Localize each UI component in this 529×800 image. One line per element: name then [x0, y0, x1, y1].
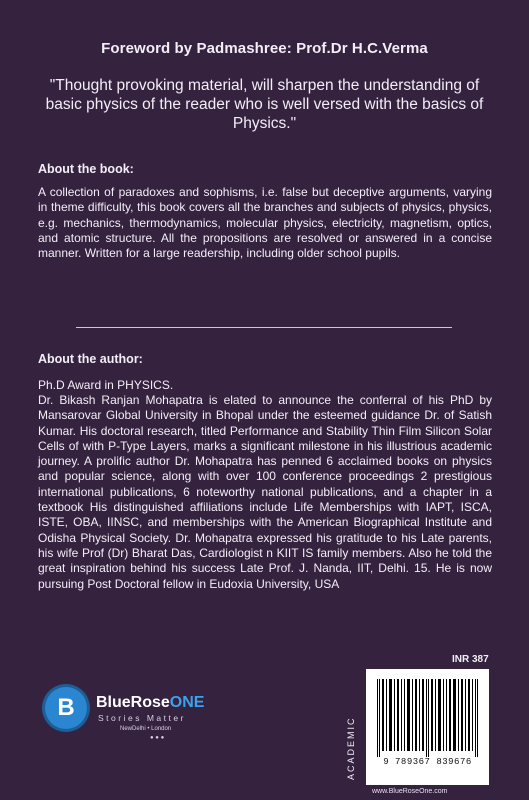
barcode-box [366, 669, 489, 785]
foreword-heading: Foreword by Padmashree: Prof.Dr H.C.Verma [101, 40, 428, 57]
endorsement-quote: "Thought provoking material, will sharpen the understanding of basic physics of the reader who is well versed with the basics of Physics." [45, 77, 484, 132]
social-icons: ● ● ● [150, 735, 165, 741]
category-label: ACADEMIC [346, 716, 356, 780]
award-line: Ph.D Award in PHYSICS. [38, 378, 174, 392]
publisher-logo-icon: B [45, 687, 87, 729]
publisher-website: www.BlueRoseOne.com [372, 788, 448, 795]
section-divider [76, 327, 452, 328]
about-author-text: Dr. Bikash Ranjan Mohapatra is elated to announce the conferral of his PhD by Mansarovar Global University in Bhopal under the esteemed guidance Dr. of Satish Kumar. His doctoral research, titled Performance and Stability Thin Film Silicon Solar Cells of with P-Type Layers, marks a significant milestone in his illustrious academic journey. A prolific author Dr. Mohapatra has penned 6 acclaimed books on physics and popular science, along with over 100 conference proceedings 2 prestigious international publications, 6 noteworthy national publications, and a chapter in a textbook His distinguished affiliations include Life Memberships with IAPT, ISCA, ISTE, OBA, IINSC, and memberships with the American Biographical Institute and Odisha Physical Society. Dr. Mohapatra expressed his gratitude to his Late parents, his wife Prof (Dr) Bharat Das, Cardiologist n KIIT IS family members. Also he told the great inspiration behind his success Late Prof. J. Nanda, IIT, Delhi. 15. He is now pursuing Post Doctoral fellow in Eudoxia University, USA [38, 393, 492, 591]
about-author-heading: About the author: [38, 352, 143, 366]
publisher-tagline: Stories Matter [98, 713, 186, 723]
publisher-cities: NewDelhi • London [120, 726, 172, 732]
about-book-text: A collection of paradoxes and sophisms, i.e. false but deceptive arguments, varying in theme difficulty, this book covers all the branches and subjects of physics, physics, e.g. mechanics, thermodynamics, molecular physics, electricity, magnetism, optics, and atomic structure. All the propositions are resolved or answered in a concise manner. Written for a large readership, including older school pupils. [38, 185, 492, 261]
price-label: INR 387 [452, 654, 489, 665]
publisher-name: BlueRoseONE [96, 694, 205, 711]
isbn-number: 9 789367 839676 [383, 757, 472, 767]
about-book-heading: About the book: [38, 162, 134, 176]
barcode-icon [375, 679, 480, 757]
